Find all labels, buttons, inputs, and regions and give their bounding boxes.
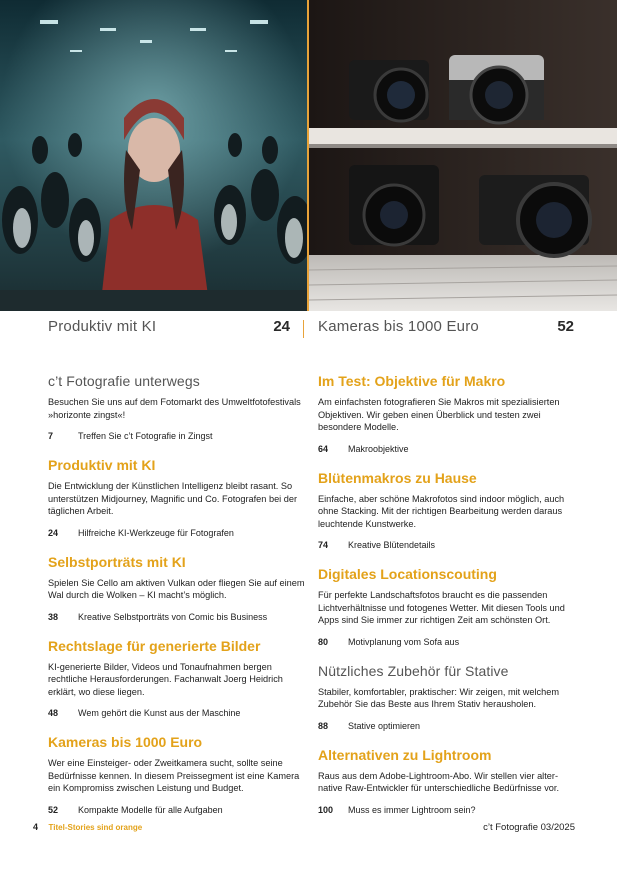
entry-page: 38 (48, 611, 59, 622)
caption-divider (303, 320, 304, 338)
entry-title: Motivplanung vom Sofa aus (348, 636, 460, 647)
section-title: c’t Fotografie unterwegs (48, 373, 200, 389)
toc-entry[interactable] (48, 707, 305, 719)
section-title: Kameras bis 1000 Euro (48, 734, 203, 750)
entry-title: Treffen Sie c’t Fotografie in Zingst (78, 431, 213, 441)
caption-title: Produktiv mit KI (48, 318, 157, 335)
toc-section (48, 553, 305, 623)
toc-entry[interactable] (48, 527, 305, 539)
section-title: Blütenmakros zu Hause (318, 469, 477, 486)
caption-page: 24 (273, 318, 290, 335)
toc-entry[interactable] (318, 443, 580, 455)
section-text: Spielen Sie Cello am aktiven Vulkan oder fliegen Sie auf einem Wal durch die Wolken – KI macht’s möglich. (48, 577, 305, 600)
toc-section (318, 372, 580, 455)
section-title: Alternativen zu Lightroom (318, 746, 492, 763)
entry-title: Kompakte Modelle für alle Aufgaben (78, 804, 223, 815)
caption-title: Kameras bis 1000 Euro (318, 318, 479, 335)
toc-entry[interactable] (318, 720, 580, 732)
section-text: Einfache, aber schöne Makrofotos sind indoor möglich, auch ohne Stacking. Mit der richtigen Bearbeitung werden daraus leuchtende Kunstwerke. (318, 493, 565, 529)
toc-entry[interactable] (318, 804, 580, 816)
entry-title: Wem gehört die Kunst aus der Maschine (78, 708, 241, 718)
entry-page: 88 (318, 720, 329, 731)
section-title: Nützliches Zubehör für Stative (318, 662, 509, 679)
section-title: Rechtslage für generierte Bilder (48, 637, 261, 654)
section-title: Selbstporträts mit KI (48, 553, 186, 570)
caption-right (318, 318, 574, 340)
caption-page: 52 (557, 318, 574, 335)
toc-section (48, 372, 305, 442)
entry-page: 48 (48, 708, 59, 718)
entry-page: 64 (318, 443, 329, 454)
section-title: Digitales Locationscouting (318, 566, 497, 582)
toc-column-left (48, 372, 305, 830)
entry-page: 24 (48, 527, 59, 538)
entry-title: Makroobjektive (348, 443, 409, 454)
section-text: Die Entwicklung der Künstlichen Intelligenz bleibt rasant. So unterstützen Midjourney, Magnific und Co. Fotografen bei der täglichen Arbeit. (48, 481, 298, 516)
toc-entry[interactable] (48, 804, 305, 816)
toc-section (48, 733, 305, 816)
toc-section (318, 662, 580, 732)
toc-section (318, 469, 580, 552)
section-title: Im Test: Objektive für Makro (318, 373, 506, 389)
section-text: Raus aus dem Adobe-Lightroom-Abo. Wir stellen vier alter-native Raw-Entwickler für unterschiedliche Bedürfnisse vor. (318, 770, 560, 793)
toc-section (318, 565, 580, 648)
caption-left (48, 318, 290, 340)
toc-column-right (318, 372, 580, 830)
entry-title: Stative optimieren (348, 720, 421, 731)
toc-entry[interactable] (48, 611, 305, 623)
footer-label: Titel-Stories sind orange (48, 823, 143, 832)
section-text: Stabiler, komfortabler, praktischer: Wir zeigen, mit welchem Zubehör Sie das Beste aus Ihrem Stativ herausholen. (318, 686, 560, 709)
toc-section (48, 637, 305, 720)
entry-page: 7 (48, 431, 54, 441)
page-footer (33, 822, 575, 833)
toc-section (48, 456, 305, 539)
hero-image-cameras (309, 0, 617, 311)
entry-page: 52 (48, 804, 59, 815)
section-text: Am einfachsten fotografieren Sie Makros mit spezialisierten Objektiven. Wir geben einen Überblick und testen zwei besondere Modelle. (318, 397, 560, 432)
section-text: Für perfekte Landschaftsfotos braucht es die passenden Lichtverhältnisse und fotogenes Wetter. Mit diesen Tools und Apps sind Sie immer zur richtigen Zeit am schönsten Ort. (318, 590, 565, 625)
toc-entry[interactable] (318, 636, 580, 648)
page-number: 4 (33, 822, 39, 832)
section-text: KI-generierte Bilder, Videos und Tonaufnahmen bergen rechtliche Herausforderungen. Fachanwalt Joerg Heidrich erklärt, wo diese liegen. (48, 661, 283, 697)
footer-left (33, 822, 142, 833)
entry-title: Hilfreiche KI-Werkzeuge für Fotografen (78, 527, 234, 538)
issue-label: c’t Fotografie 03/2025 (483, 822, 575, 833)
entry-title: Kreative Blütendetails (348, 540, 436, 550)
entry-title: Kreative Selbstporträts von Comic bis Business (78, 611, 268, 622)
entry-page: 80 (318, 636, 329, 647)
entry-page: 74 (318, 540, 329, 550)
entry-page: 100 (318, 804, 334, 815)
toc-section (318, 746, 580, 816)
toc-entry[interactable] (48, 430, 305, 442)
toc-entry[interactable] (318, 539, 580, 551)
section-text: Besuchen Sie uns auf dem Fotomarkt des Umweltfotofestivals »horizonte zingst«! (48, 397, 301, 420)
hero-image-ai (0, 0, 308, 311)
section-title: Produktiv mit KI (48, 457, 156, 473)
entry-title: Muss es immer Lightroom sein? (348, 804, 476, 815)
section-text: Wer eine Einsteiger- oder Zweitkamera sucht, sollte seine Bedürfnisse kennen. In diesem Preissegment ist eine Kamera ein Kompromiss zwischen Leistung und Budget. (48, 758, 300, 793)
